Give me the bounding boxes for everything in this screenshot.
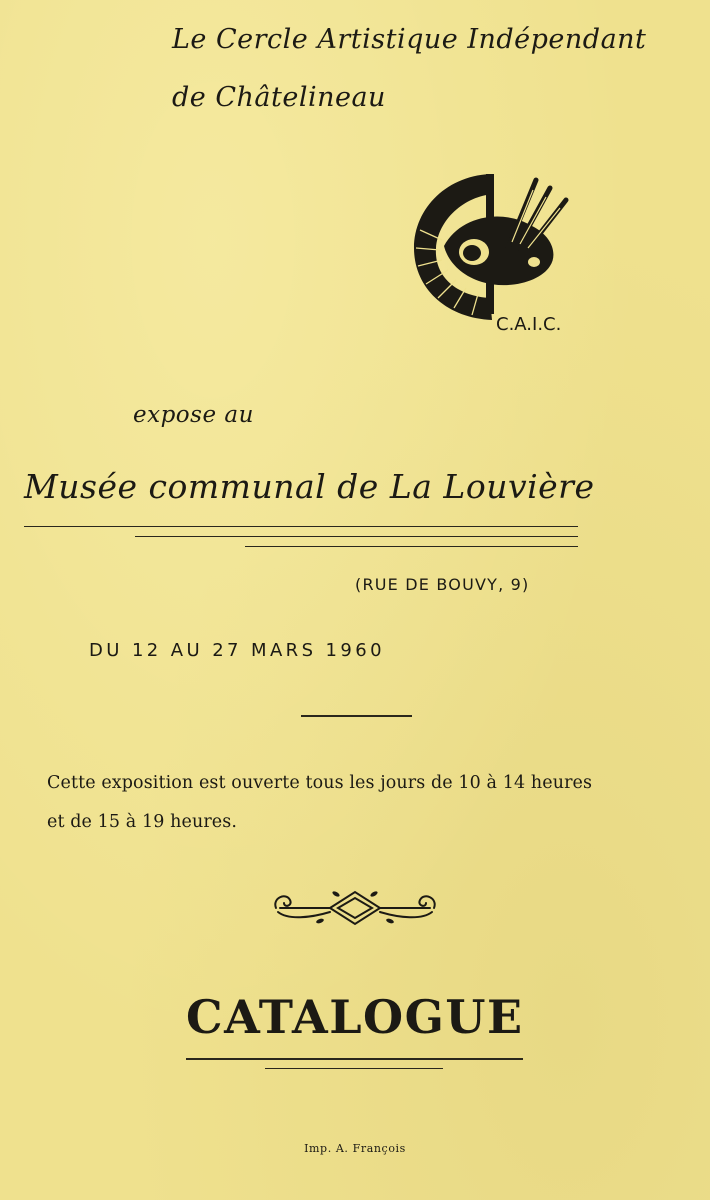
- divider-rule: [245, 546, 578, 547]
- logo-initials: C.A.I.C.: [496, 314, 562, 335]
- scroll-ornament-icon: [270, 884, 440, 930]
- title-underline: [186, 1058, 523, 1060]
- divider-rule: [24, 526, 578, 527]
- short-divider: [301, 715, 412, 717]
- opening-hours-line1: Cette exposition est ouverte tous les jours de 10 à 14 heures: [47, 773, 593, 793]
- eye-palette-icon: [412, 170, 582, 340]
- title-underline: [265, 1068, 443, 1069]
- printer-credit: Imp. A. François: [304, 1142, 406, 1155]
- catalogue-title: CATALOGUE: [186, 990, 524, 1044]
- organization-name-line1: Le Cercle Artistique Indépendant: [172, 24, 647, 55]
- venue-address: (RUE DE BOUVY, 9): [355, 575, 530, 594]
- divider-rule: [135, 536, 578, 537]
- organization-name-line2: de Châtelineau: [172, 82, 386, 113]
- opening-hours-line2: et de 15 à 19 heures.: [47, 812, 237, 832]
- exhibition-dates: DU 12 AU 27 MARS 1960: [89, 640, 385, 661]
- venue-name: Musée communal de La Louvière: [24, 467, 595, 506]
- exhibition-intro: expose au: [133, 402, 254, 428]
